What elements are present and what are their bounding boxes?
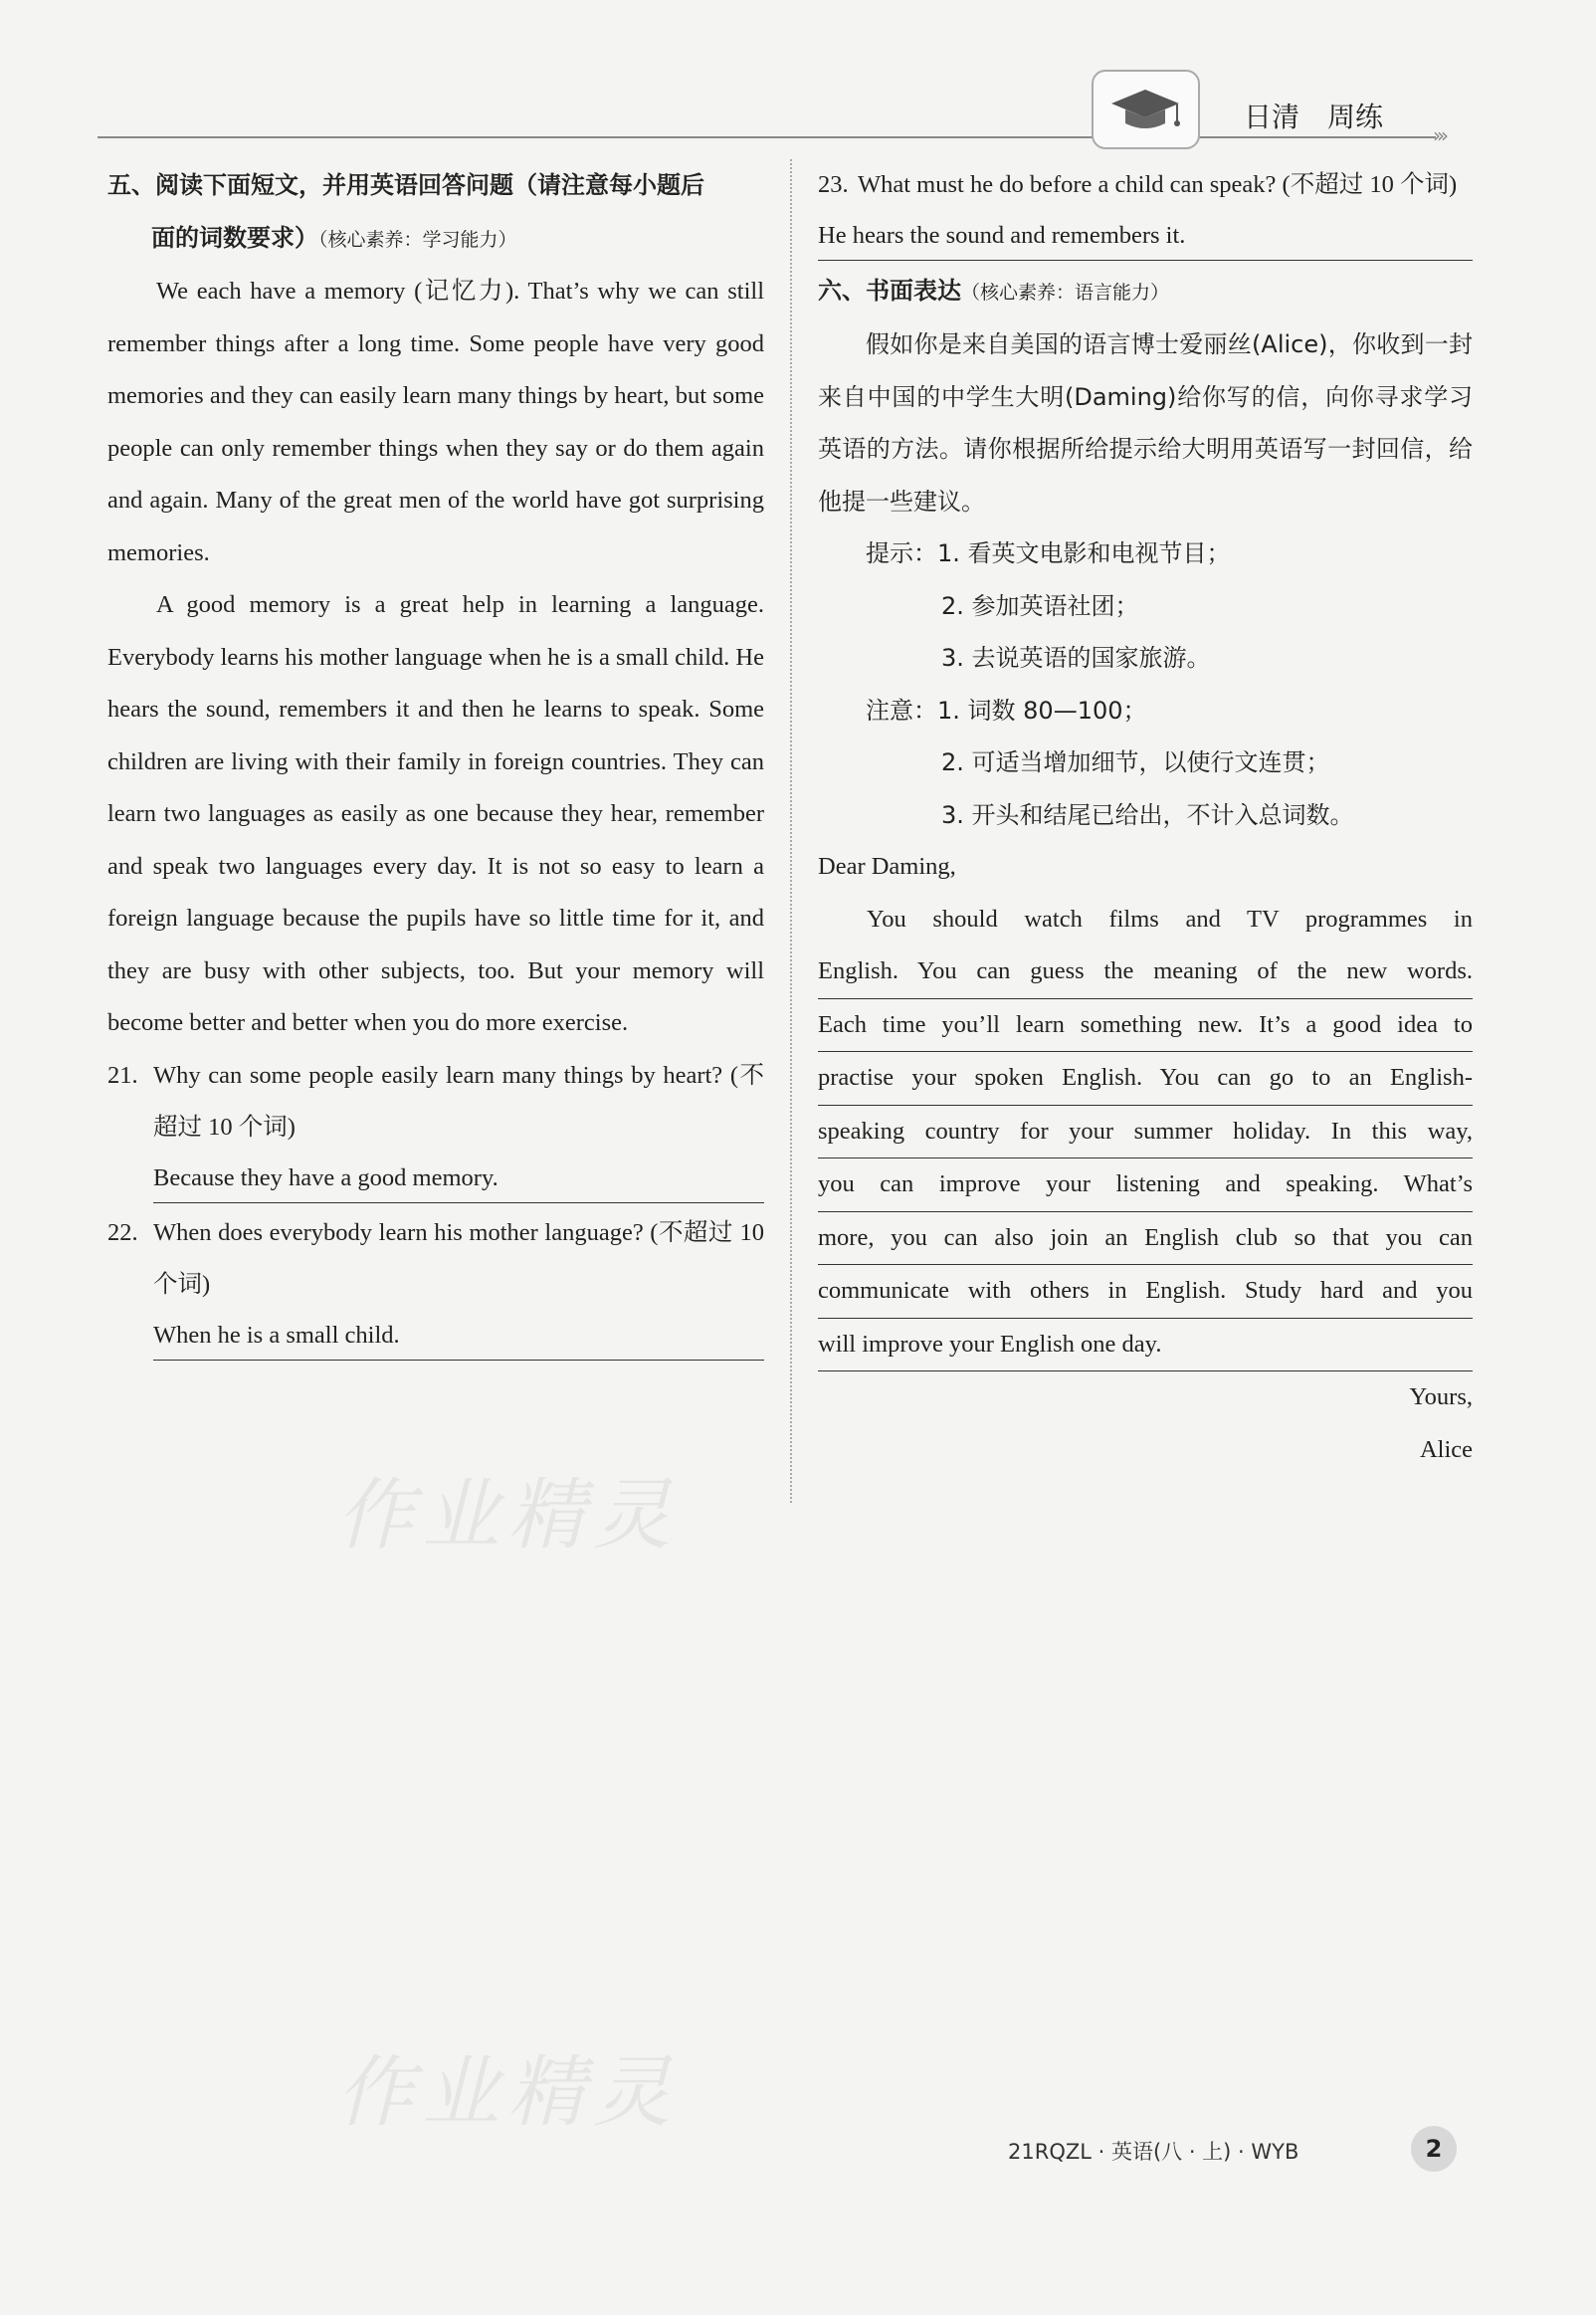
answer-22: When he is a small child. (153, 1312, 764, 1361)
answer-23: He hears the sound and remembers it. (818, 212, 1473, 261)
letter-line: speaking country for your summer holiday. In this way, (818, 1106, 1473, 1159)
question-text: Why can some people easily learn many things by heart? (不超过 10 个词) (153, 1061, 764, 1141)
letter-closing: Yours, (1409, 1383, 1473, 1410)
writing-prompt: 假如你是来自美国的语言博士爱丽丝(Alice)，你收到一封来自中国的中学生大明(Daming)给你写的信，向你寻求学习英语的方法。请你根据所给提示给大明用英语写一封回信，给他提一些建议。 (818, 330, 1473, 516)
letter-first-line: You should watch films and TV programmes in (867, 905, 1473, 933)
left-column (107, 159, 764, 1365)
hint-item: 2. 参加英语社团； (941, 591, 1139, 620)
letter-signature: Alice (1419, 1435, 1473, 1463)
passage-paragraph-2: A good memory is a great help in learning a language. Everybody learns his mother language when he is a small child. He hears the sound, remembers it and then he learns to speak. Some children are living with their family in foreign countries. They can learn two languages as easily as one because they hear, remember and speak two languages every day. It is not so easy to learn a foreign language because the pupils have so little time for it, and they are busy with other subjects, too. But your memory will become better and better when you do more exercise. (107, 591, 764, 1036)
letter-line: you can improve your listening and speaking. What’s (818, 1158, 1473, 1212)
watermark-text: 作业精灵 (336, 2048, 680, 2138)
note-item: 3. 开头和结尾已给出，不计入总词数。 (941, 800, 1354, 829)
question-number: 23. (818, 171, 849, 198)
letter-line: practise your spoken English. You can go to an English- (818, 1052, 1473, 1106)
section6-heading: 六、书面表达（核心素养：语言能力） (818, 276, 1170, 305)
header-title: 日清 周练 (1244, 101, 1384, 133)
letter-line: Each time you’ll learn something new. It’s a good idea to (818, 999, 1473, 1053)
header-rule (98, 136, 1436, 138)
hint-item: 1. 看英文电影和电视节目； (937, 539, 1231, 567)
question-number: 21. (107, 1061, 138, 1089)
question-text: When does everybody learn his mother language? (不超过 10 个词) (153, 1218, 764, 1298)
note-item: 2. 可适当增加细节，以使行文连贯； (941, 748, 1330, 776)
note-item: 1. 词数 80—100； (937, 696, 1147, 725)
page-number: 2 (1411, 2126, 1457, 2172)
section6-note: （核心素养：语言能力） (961, 281, 1170, 304)
letter-line: communicate with others in English. Study hard and you (818, 1265, 1473, 1319)
hint-item: 3. 去说英语的国家旅游。 (941, 644, 1211, 672)
notes-label: 注意： (866, 696, 937, 725)
letter-line: will improve your English one day. (818, 1319, 1473, 1372)
section5-heading: 五、阅读下面短文，并用英语回答问题（请注意每小题后 (107, 171, 704, 199)
question-23 (818, 159, 1473, 212)
passage-paragraph-1: We each have a memory (记忆力). That’s why we can still remember things after a long time. Some people have very good memories and they can easily learn many things by heart, but some people can only remember things when they say or do them again and again. Many of the great men of the world have got surprising memories. (107, 278, 764, 566)
right-column (818, 159, 1473, 1476)
watermark-text: 作业精灵 (336, 1471, 680, 1561)
column-divider (790, 159, 792, 1503)
question-text: What must he do before a child can speak? (不超过 10 个词) (858, 171, 1458, 198)
question-22 (107, 1207, 764, 1312)
letter-salutation: Dear Daming, (818, 853, 956, 880)
question-21 (107, 1050, 764, 1155)
footer-code: 21RQZL · 英语(八 · 上) · WYB (1008, 2140, 1299, 2164)
notes-row-1 (818, 685, 1473, 737)
answer-21: Because they have a good memory. (153, 1155, 764, 1203)
hints-label: 提示： (866, 539, 937, 567)
header-arrows-icon: ››› (1433, 123, 1445, 147)
letter-line: English. You can guess the meaning of the new words. (818, 946, 1473, 999)
question-number: 22. (107, 1218, 138, 1246)
section5-note: （核心素养：学习能力） (318, 228, 517, 251)
letter-line: more, you can also join an English club so that you can (818, 1212, 1473, 1266)
graduation-cap-logo-icon (1092, 70, 1200, 149)
section5-heading-cont: 面的词数要求）（核心素养：学习能力） (151, 223, 517, 252)
hints-row-1 (818, 527, 1473, 580)
